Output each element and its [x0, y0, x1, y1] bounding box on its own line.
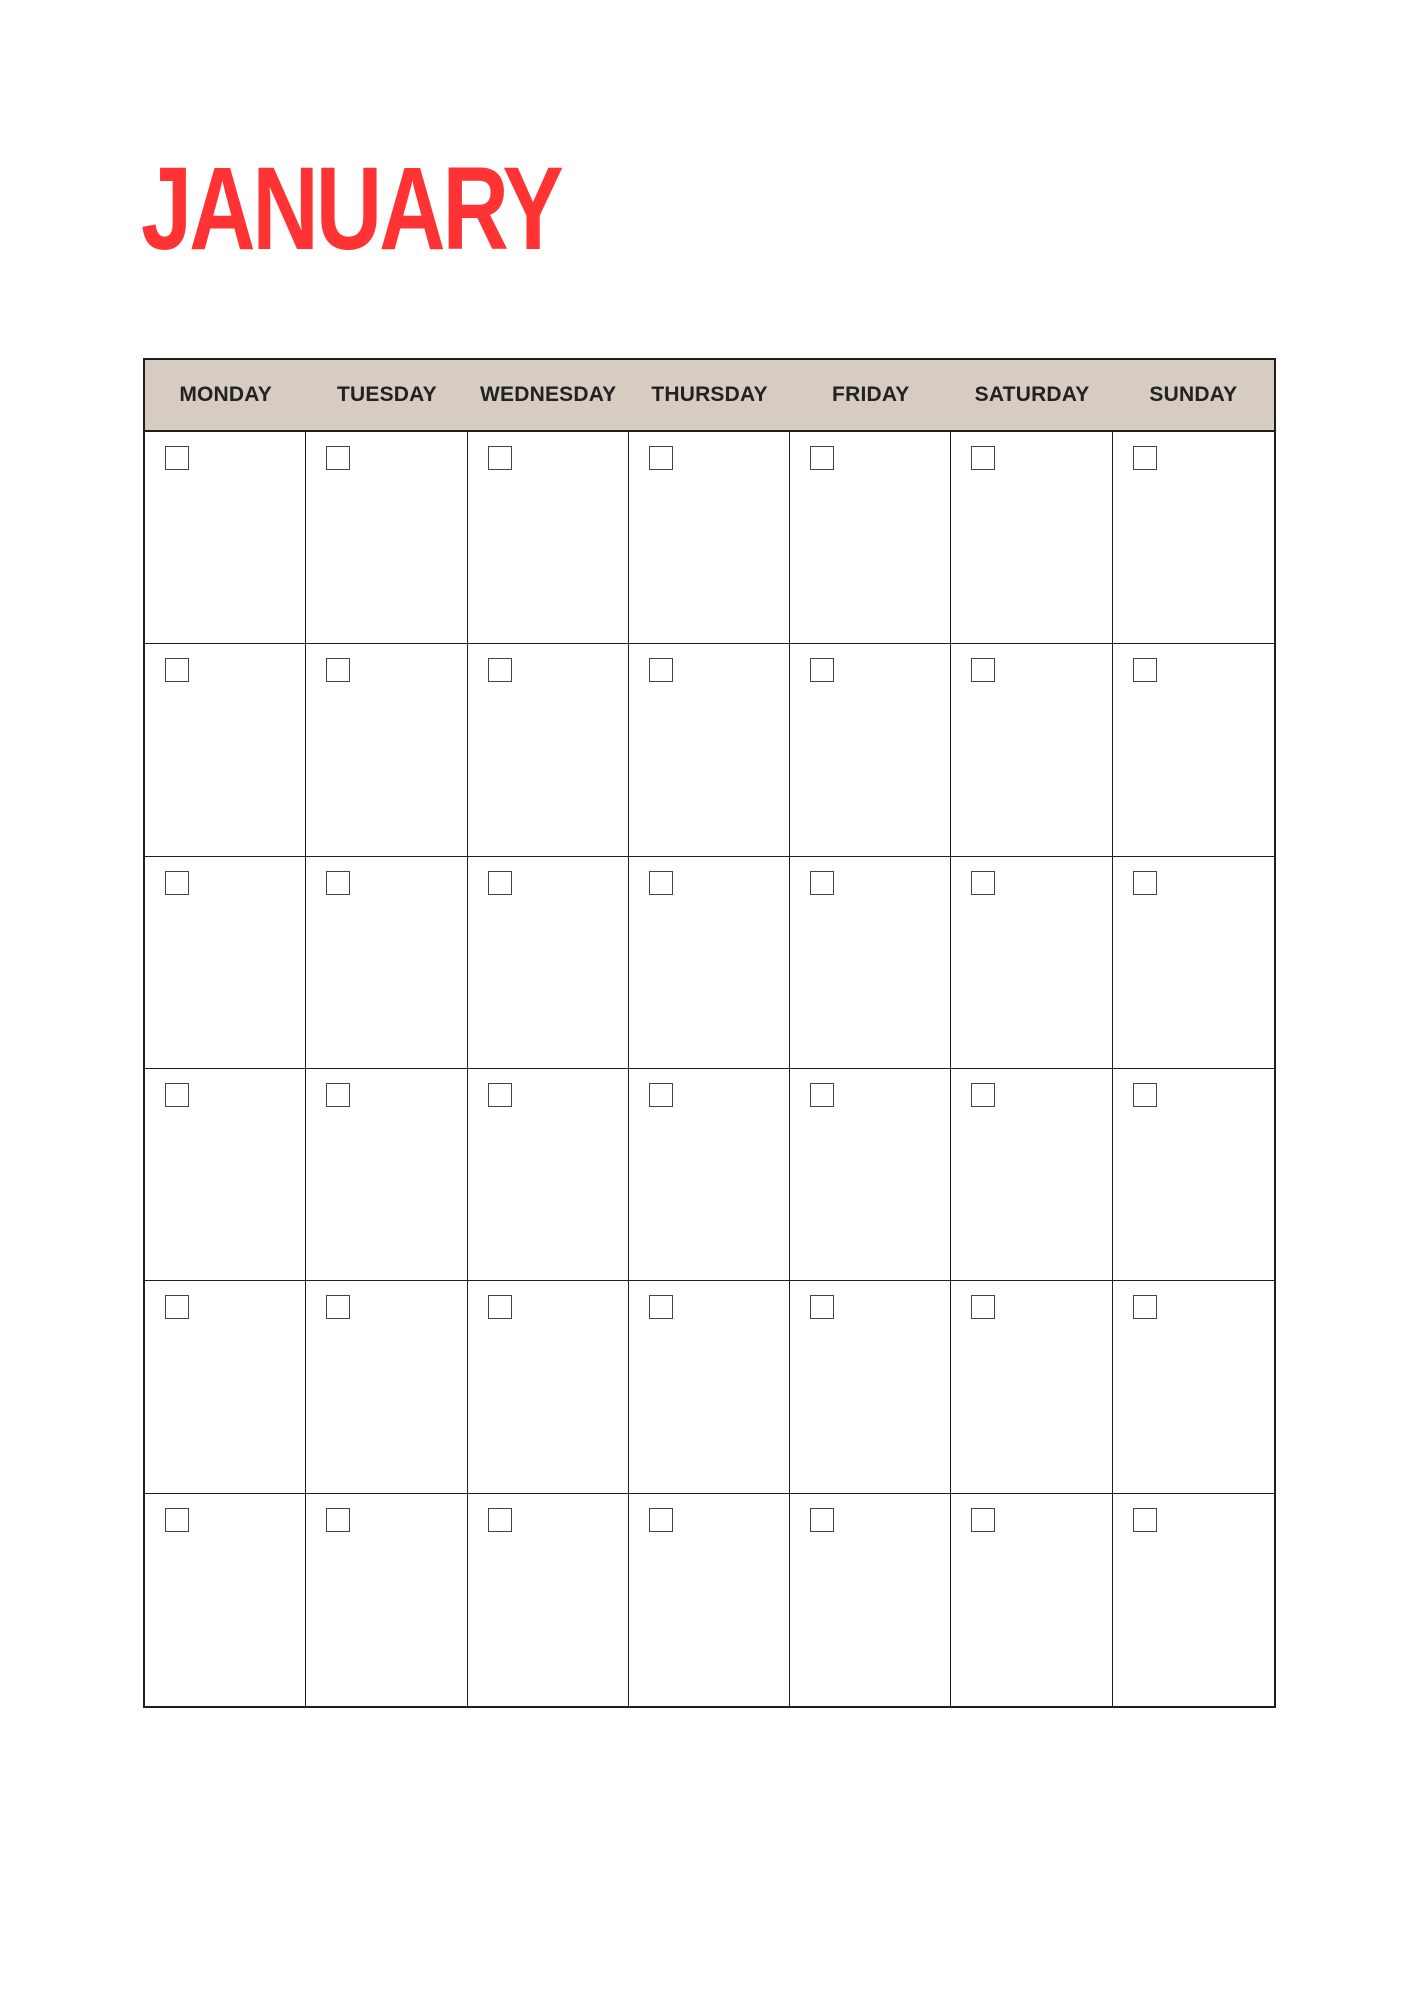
day-cell[interactable]	[145, 1069, 306, 1281]
day-checkbox[interactable]	[1133, 1295, 1157, 1319]
day-checkbox[interactable]	[165, 1508, 189, 1532]
day-checkbox[interactable]	[488, 446, 512, 470]
day-cell[interactable]	[1113, 1069, 1274, 1281]
weekday-header-row	[145, 360, 1274, 432]
day-checkbox[interactable]	[810, 1083, 834, 1107]
day-cell[interactable]	[145, 857, 306, 1069]
day-cell[interactable]	[306, 432, 467, 644]
day-checkbox[interactable]	[326, 658, 350, 682]
day-cell[interactable]	[1113, 1281, 1274, 1493]
day-cell[interactable]	[306, 644, 467, 856]
day-cell[interactable]	[468, 1069, 629, 1281]
day-checkbox[interactable]	[1133, 871, 1157, 895]
day-cell[interactable]	[790, 1494, 951, 1706]
weekday-tuesday: TUESDAY	[337, 383, 437, 406]
day-checkbox[interactable]	[326, 446, 350, 470]
day-cell[interactable]	[629, 1281, 790, 1493]
day-cell[interactable]	[145, 1281, 306, 1493]
day-cell[interactable]	[145, 432, 306, 644]
day-cell[interactable]	[468, 857, 629, 1069]
day-cell[interactable]	[629, 1069, 790, 1281]
day-cell[interactable]	[306, 857, 467, 1069]
weekday-wednesday: WEDNESDAY	[480, 383, 617, 406]
day-checkbox[interactable]	[810, 1295, 834, 1319]
weekday-thursday: THURSDAY	[651, 383, 768, 406]
month-title: JANUARY	[141, 143, 561, 275]
day-cell[interactable]	[629, 857, 790, 1069]
day-checkbox[interactable]	[326, 871, 350, 895]
weekday-friday: FRIDAY	[832, 383, 910, 406]
day-checkbox[interactable]	[810, 871, 834, 895]
day-checkbox[interactable]	[810, 658, 834, 682]
day-checkbox[interactable]	[649, 658, 673, 682]
day-checkbox[interactable]	[649, 1508, 673, 1532]
day-checkbox[interactable]	[488, 1295, 512, 1319]
day-checkbox[interactable]	[971, 1083, 995, 1107]
weekday-saturday: SATURDAY	[974, 383, 1090, 406]
day-checkbox[interactable]	[326, 1508, 350, 1532]
day-checkbox[interactable]	[1133, 446, 1157, 470]
day-cell[interactable]	[468, 644, 629, 856]
day-cell[interactable]	[629, 644, 790, 856]
day-checkbox[interactable]	[649, 446, 673, 470]
day-checkbox[interactable]	[488, 1508, 512, 1532]
day-checkbox[interactable]	[971, 1508, 995, 1532]
day-checkbox[interactable]	[971, 446, 995, 470]
day-cell[interactable]	[790, 1281, 951, 1493]
day-checkbox[interactable]	[810, 446, 834, 470]
day-checkbox[interactable]	[1133, 658, 1157, 682]
day-checkbox[interactable]	[971, 658, 995, 682]
day-cell[interactable]	[790, 1069, 951, 1281]
day-cell[interactable]	[1113, 432, 1274, 644]
day-cell[interactable]	[951, 644, 1112, 856]
day-cell[interactable]	[951, 1281, 1112, 1493]
day-cell[interactable]	[790, 432, 951, 644]
day-cell[interactable]	[629, 432, 790, 644]
day-cell[interactable]	[951, 1069, 1112, 1281]
day-cell[interactable]	[306, 1281, 467, 1493]
day-cell[interactable]	[145, 1494, 306, 1706]
day-cell[interactable]	[468, 1494, 629, 1706]
day-cell[interactable]	[951, 857, 1112, 1069]
day-cell[interactable]	[1113, 1494, 1274, 1706]
day-checkbox[interactable]	[165, 446, 189, 470]
day-cell[interactable]	[306, 1069, 467, 1281]
day-cell[interactable]	[790, 644, 951, 856]
day-checkbox[interactable]	[165, 1083, 189, 1107]
day-cell[interactable]	[468, 1281, 629, 1493]
day-checkbox[interactable]	[326, 1083, 350, 1107]
day-cell[interactable]	[468, 432, 629, 644]
day-checkbox[interactable]	[971, 871, 995, 895]
day-cell[interactable]	[951, 1494, 1112, 1706]
day-checkbox[interactable]	[488, 1083, 512, 1107]
day-checkbox[interactable]	[1133, 1083, 1157, 1107]
day-checkbox[interactable]	[649, 1295, 673, 1319]
day-checkbox[interactable]	[488, 871, 512, 895]
day-checkbox[interactable]	[165, 1295, 189, 1319]
day-checkbox[interactable]	[1133, 1508, 1157, 1532]
day-checkbox[interactable]	[971, 1295, 995, 1319]
day-checkbox[interactable]	[326, 1295, 350, 1319]
day-checkbox[interactable]	[649, 871, 673, 895]
day-cells	[145, 432, 1274, 1706]
weekday-sunday: SUNDAY	[1149, 383, 1238, 406]
day-checkbox[interactable]	[649, 1083, 673, 1107]
day-cell[interactable]	[790, 857, 951, 1069]
day-checkbox[interactable]	[810, 1508, 834, 1532]
day-checkbox[interactable]	[488, 658, 512, 682]
day-cell[interactable]	[1113, 644, 1274, 856]
calendar-grid	[143, 358, 1276, 1708]
weekday-monday: MONDAY	[179, 383, 272, 406]
day-cell[interactable]	[629, 1494, 790, 1706]
day-checkbox[interactable]	[165, 658, 189, 682]
day-cell[interactable]	[951, 432, 1112, 644]
day-checkbox[interactable]	[165, 871, 189, 895]
day-cell[interactable]	[1113, 857, 1274, 1069]
day-cell[interactable]	[145, 644, 306, 856]
day-cell[interactable]	[306, 1494, 467, 1706]
